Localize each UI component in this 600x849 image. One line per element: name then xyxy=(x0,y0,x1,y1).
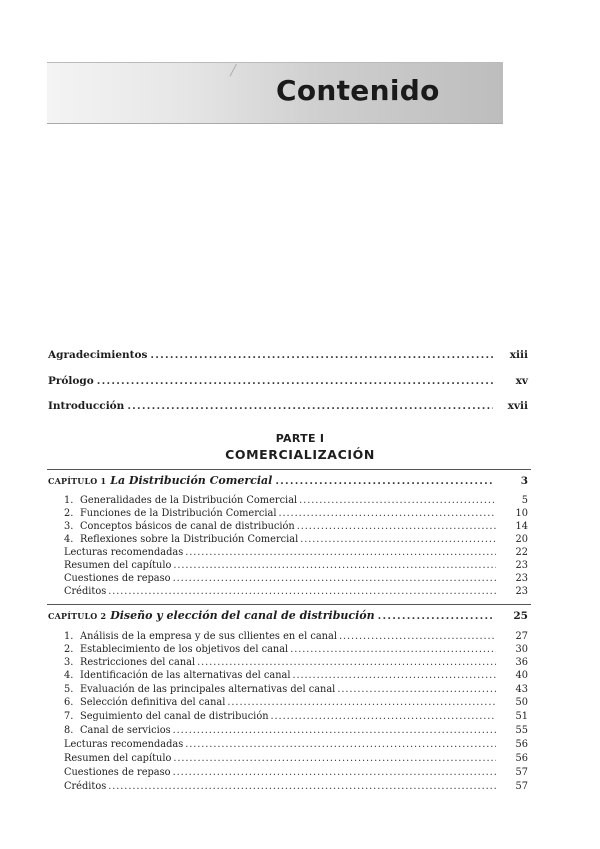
dot-leader xyxy=(279,507,496,520)
entry-page: 50 xyxy=(515,697,528,708)
entry-page: 23 xyxy=(515,573,528,584)
toc-front-introduccion[interactable] xyxy=(48,400,528,412)
toc-entry[interactable] xyxy=(64,724,528,737)
entry-text: Reflexiones sobre la Distribución Comercial xyxy=(80,534,299,545)
page-title: Contenido xyxy=(276,74,440,107)
toc-front-label: Agradecimientos xyxy=(48,349,148,361)
toc-entry[interactable] xyxy=(64,738,528,751)
toc-entry[interactable] xyxy=(64,669,528,682)
toc-front-label: Introducción xyxy=(48,400,125,412)
entry-number: 1. xyxy=(64,495,74,506)
entry-text: Selección definitiva del canal xyxy=(80,697,226,708)
entry-number: 7. xyxy=(64,711,74,722)
chapter-page: 25 xyxy=(513,610,528,622)
toc-front-page: xv xyxy=(515,375,528,387)
entry-page: 23 xyxy=(515,560,528,571)
dot-leader xyxy=(150,349,493,361)
entry-number: 4. xyxy=(64,670,74,681)
dot-leader xyxy=(275,475,493,487)
part-label: PARTE I xyxy=(275,432,325,445)
entry-text: Cuestiones de repaso xyxy=(64,573,171,584)
entry-text: Lecturas recomendadas xyxy=(64,739,184,750)
entry-text: Créditos xyxy=(64,586,107,597)
toc-front-label: Prólogo xyxy=(48,375,94,387)
toc-entry[interactable] xyxy=(64,572,528,585)
dot-leader xyxy=(173,572,496,585)
dot-leader xyxy=(378,610,493,622)
dot-leader xyxy=(127,400,493,412)
chapter-title: La Distribución Comercial xyxy=(110,474,273,487)
entry-page: 40 xyxy=(515,670,528,681)
entry-number: 5. xyxy=(64,684,74,695)
toc-entry[interactable] xyxy=(64,766,528,779)
entry-page: 56 xyxy=(515,739,528,750)
toc-front-page: xiii xyxy=(509,349,528,361)
entry-number: 2. xyxy=(64,508,74,519)
toc-entry[interactable] xyxy=(64,533,528,546)
dot-leader xyxy=(108,780,496,793)
entry-text: Canal de servicios xyxy=(80,725,171,736)
chapter-divider xyxy=(47,469,531,470)
dot-leader xyxy=(299,494,496,507)
entry-text: Restricciones del canal xyxy=(80,657,196,668)
entry-text: Conceptos básicos de canal de distribución xyxy=(80,521,295,532)
entry-number: 2. xyxy=(64,644,74,655)
toc-entry[interactable] xyxy=(64,710,528,723)
entry-page: 10 xyxy=(515,508,528,519)
dot-leader xyxy=(337,683,496,696)
toc-front-page: xvii xyxy=(507,400,528,412)
entry-page: 57 xyxy=(515,767,528,778)
entry-text: Créditos xyxy=(64,781,107,792)
entry-number: 8. xyxy=(64,725,74,736)
toc-front-agradecimientos[interactable] xyxy=(48,349,528,361)
chapter-label: CAPÍTULO 2 xyxy=(48,611,107,621)
chapter-label: CAPÍTULO 1 xyxy=(48,476,107,486)
entry-page: 23 xyxy=(515,586,528,597)
toc-chapter-1[interactable] xyxy=(48,474,528,487)
toc-entry[interactable] xyxy=(64,696,528,709)
dot-leader xyxy=(339,630,496,643)
dot-leader xyxy=(227,696,496,709)
dot-leader xyxy=(197,656,496,669)
dot-leader xyxy=(173,559,496,572)
entry-page: 22 xyxy=(515,547,528,558)
toc-entry[interactable] xyxy=(64,643,528,656)
entry-page: 43 xyxy=(515,684,528,695)
entry-page: 55 xyxy=(515,725,528,736)
entry-number: 1. xyxy=(64,631,74,642)
dot-leader xyxy=(297,520,496,533)
entry-text: Resumen del capítulo xyxy=(64,560,172,571)
entry-number: 6. xyxy=(64,697,74,708)
chapter-page: 3 xyxy=(520,475,528,487)
toc-entry[interactable] xyxy=(64,520,528,533)
entry-page: 5 xyxy=(521,495,528,506)
toc-entry[interactable] xyxy=(64,507,528,520)
toc-entry[interactable] xyxy=(64,630,528,643)
entry-text: Establecimiento de los objetivos del canal xyxy=(80,644,289,655)
part-title: COMERCIALIZACIÓN xyxy=(225,447,375,462)
toc-entry[interactable] xyxy=(64,780,528,793)
entry-page: 14 xyxy=(515,521,528,532)
dot-leader xyxy=(97,375,493,387)
toc-chapter-2[interactable] xyxy=(48,609,528,622)
dot-leader xyxy=(271,710,496,723)
toc-entry[interactable] xyxy=(64,494,528,507)
entry-page: 57 xyxy=(515,781,528,792)
toc-front-prologo[interactable] xyxy=(48,375,528,387)
entry-number: 4. xyxy=(64,534,74,545)
entry-number: 3. xyxy=(64,657,74,668)
entry-text: Seguimiento del canal de distribución xyxy=(80,711,269,722)
dot-leader xyxy=(173,724,496,737)
entry-text: Evaluación de las principales alternativas del canal xyxy=(80,684,336,695)
toc-entry[interactable] xyxy=(64,585,528,598)
dot-leader xyxy=(300,533,496,546)
dot-leader xyxy=(292,669,496,682)
entry-text: Lecturas recomendadas xyxy=(64,547,184,558)
dot-leader xyxy=(108,585,496,598)
entry-page: 56 xyxy=(515,753,528,764)
entry-page: 27 xyxy=(515,631,528,642)
entry-text: Cuestiones de repaso xyxy=(64,767,171,778)
chapter-title: Diseño y elección del canal de distribución xyxy=(110,609,375,622)
toc-entry[interactable] xyxy=(64,752,528,765)
entry-page: 30 xyxy=(515,644,528,655)
dot-leader xyxy=(173,766,496,779)
toc-entry[interactable] xyxy=(64,656,528,669)
entry-page: 51 xyxy=(515,711,528,722)
entry-text: Generalidades de la Distribución Comercial xyxy=(80,495,298,506)
dot-leader xyxy=(185,546,496,559)
toc-entry[interactable] xyxy=(64,683,528,696)
entry-text: Identificación de las alternativas del canal xyxy=(80,670,291,681)
dot-leader xyxy=(290,643,496,656)
entry-text: Análisis de la empresa y de sus cllientes en el canal xyxy=(80,631,337,642)
entry-page: 36 xyxy=(515,657,528,668)
entry-text: Resumen del capítulo xyxy=(64,753,172,764)
dot-leader xyxy=(185,738,496,751)
toc-entry[interactable] xyxy=(64,559,528,572)
entry-text: Funciones de la Distribución Comercial xyxy=(80,508,277,519)
dot-leader xyxy=(173,752,496,765)
toc-entry[interactable] xyxy=(64,546,528,559)
chapter-divider xyxy=(47,604,531,605)
entry-number: 3. xyxy=(64,521,74,532)
entry-page: 20 xyxy=(515,534,528,545)
